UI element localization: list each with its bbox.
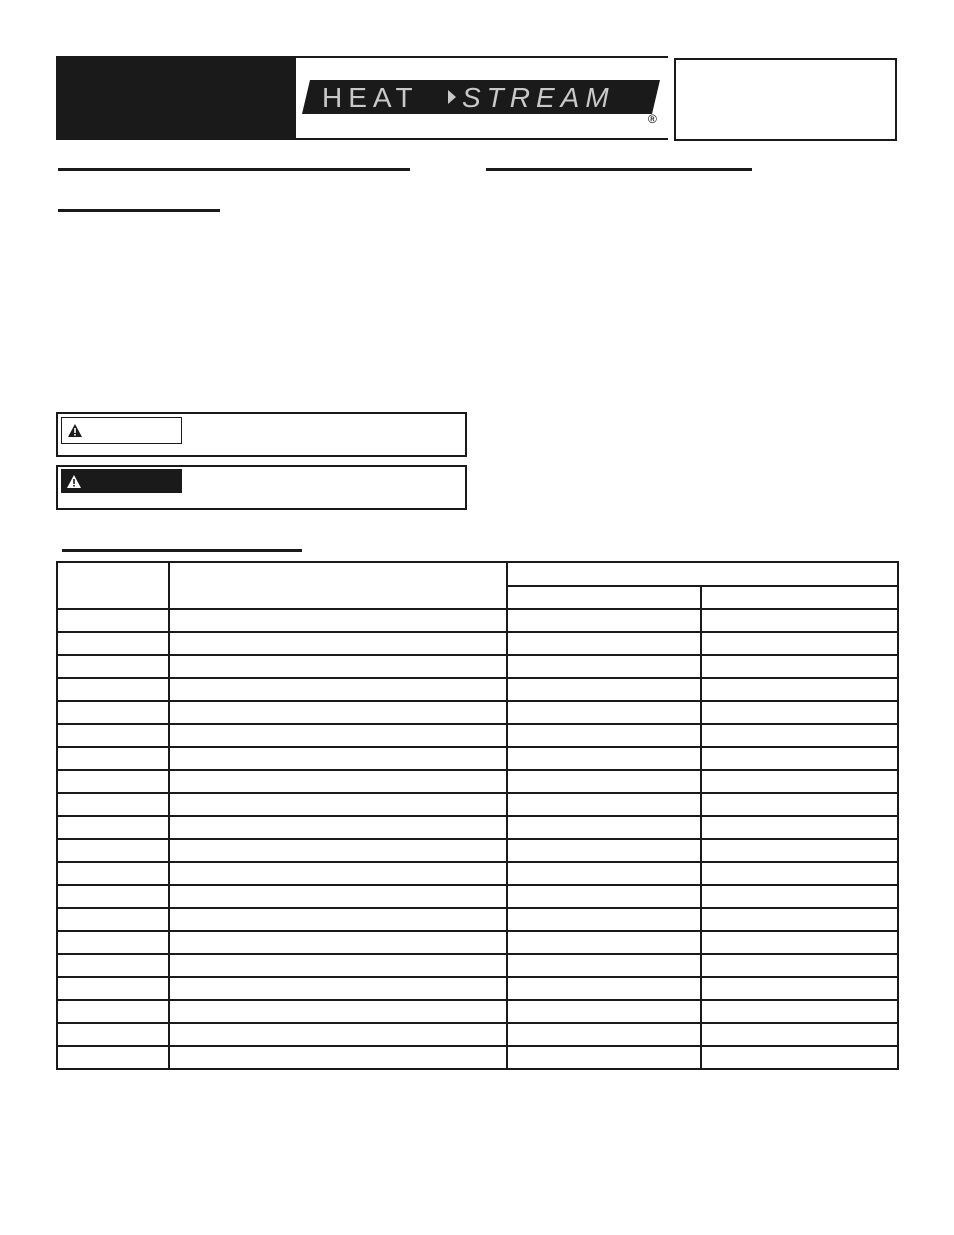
- table-cell: [169, 609, 507, 632]
- table-row: [57, 839, 898, 862]
- table-cell: [169, 747, 507, 770]
- table-cell: [169, 770, 507, 793]
- table-row: [57, 655, 898, 678]
- header-cell-col-1: [57, 562, 169, 609]
- table-cell: [57, 954, 169, 977]
- table-cell: [507, 954, 701, 977]
- table-cell: [57, 1046, 169, 1069]
- table-cell: [57, 816, 169, 839]
- svg-text:STREAM: STREAM: [462, 82, 615, 113]
- parts-table: [56, 561, 899, 1070]
- table-cell: [701, 816, 898, 839]
- table-body: [57, 609, 898, 1069]
- table-cell: [507, 770, 701, 793]
- table-cell: [701, 977, 898, 1000]
- table-cell: [169, 1023, 507, 1046]
- table-cell: [701, 632, 898, 655]
- table-row: [57, 632, 898, 655]
- table-cell: [169, 839, 507, 862]
- table-cell: [169, 655, 507, 678]
- warning-box-1: [56, 412, 467, 457]
- table-row: [57, 770, 898, 793]
- header-cell-col-2: [169, 562, 507, 609]
- table-cell: [507, 816, 701, 839]
- table-cell: [507, 931, 701, 954]
- heatstream-logo: [300, 78, 662, 116]
- table-cell: [169, 908, 507, 931]
- table-cell: [57, 770, 169, 793]
- table-cell: [169, 977, 507, 1000]
- table-row: [57, 977, 898, 1000]
- table-row: [57, 1046, 898, 1069]
- table-cell: [701, 793, 898, 816]
- section-rule-right: [486, 168, 752, 171]
- warning-triangle-icon: [68, 424, 82, 437]
- table-cell: [507, 862, 701, 885]
- table-cell: [57, 678, 169, 701]
- table-cell: [57, 655, 169, 678]
- warning-tag-2: [61, 469, 182, 493]
- table-cell: [169, 816, 507, 839]
- table-row: [57, 816, 898, 839]
- table-cell: [507, 632, 701, 655]
- table-row: [57, 908, 898, 931]
- table-cell: [169, 862, 507, 885]
- section-rule-left: [58, 168, 410, 171]
- header-cell-col-4: [701, 586, 898, 609]
- table-row: [57, 1000, 898, 1023]
- table-cell: [701, 885, 898, 908]
- table-cell: [169, 632, 507, 655]
- table-cell: [701, 954, 898, 977]
- table-row: [57, 793, 898, 816]
- table-cell: [507, 609, 701, 632]
- table-cell: [169, 1046, 507, 1069]
- table-cell: [57, 632, 169, 655]
- table-cell: [507, 885, 701, 908]
- registered-mark: ®: [648, 112, 657, 126]
- table-row: [57, 701, 898, 724]
- table-cell: [169, 678, 507, 701]
- table-cell: [507, 747, 701, 770]
- header-model-box: [674, 58, 897, 141]
- table-row: [57, 1023, 898, 1046]
- table-cell: [507, 1046, 701, 1069]
- table-cell: [57, 908, 169, 931]
- table-cell: [507, 678, 701, 701]
- table-cell: [507, 655, 701, 678]
- table-cell: [507, 977, 701, 1000]
- table-cell: [701, 609, 898, 632]
- table-cell: [701, 1046, 898, 1069]
- table-cell: [701, 678, 898, 701]
- warning-box-2: [56, 465, 467, 510]
- table-cell: [57, 724, 169, 747]
- table-cell: [57, 931, 169, 954]
- header-black-block: [56, 56, 296, 140]
- table-cell: [57, 747, 169, 770]
- table-cell: [507, 908, 701, 931]
- logo-text: HEAT: [322, 82, 419, 113]
- table-cell: [169, 793, 507, 816]
- table-cell: [57, 862, 169, 885]
- table-cell: [701, 908, 898, 931]
- table-cell: [57, 977, 169, 1000]
- table-cell: [701, 701, 898, 724]
- table-cell: [507, 1023, 701, 1046]
- table-row: [57, 747, 898, 770]
- table-row: [57, 609, 898, 632]
- table-cell: [57, 793, 169, 816]
- table-cell: [169, 1000, 507, 1023]
- subsection-rule: [58, 209, 220, 212]
- table-cell: [507, 724, 701, 747]
- table-cell: [701, 1023, 898, 1046]
- table-cell: [701, 839, 898, 862]
- table-cell: [701, 770, 898, 793]
- table-cell: [701, 747, 898, 770]
- table-row: [57, 954, 898, 977]
- table-cell: [169, 724, 507, 747]
- table-cell: [169, 931, 507, 954]
- table-row: [57, 885, 898, 908]
- table-cell: [57, 1023, 169, 1046]
- table-heading-rule: [62, 549, 302, 552]
- table-row: [57, 862, 898, 885]
- table-cell: [701, 655, 898, 678]
- table-cell: [169, 885, 507, 908]
- warning-tag-1: [61, 417, 182, 444]
- table-cell: [169, 954, 507, 977]
- table-row: [57, 724, 898, 747]
- table-cell: [507, 1000, 701, 1023]
- header-cell-group: [507, 562, 898, 586]
- table-cell: [57, 839, 169, 862]
- table-cell: [507, 701, 701, 724]
- table-cell: [701, 1000, 898, 1023]
- table-row: [57, 931, 898, 954]
- table-cell: [57, 885, 169, 908]
- table-row: [57, 678, 898, 701]
- table-cell: [701, 862, 898, 885]
- table-cell: [57, 701, 169, 724]
- table-cell: [57, 609, 169, 632]
- table-cell: [701, 724, 898, 747]
- table-cell: [169, 701, 507, 724]
- header-cell-col-3: [507, 586, 701, 609]
- table-cell: [57, 1000, 169, 1023]
- table-cell: [507, 839, 701, 862]
- warning-triangle-icon: [67, 475, 81, 488]
- table-cell: [701, 931, 898, 954]
- table-cell: [507, 793, 701, 816]
